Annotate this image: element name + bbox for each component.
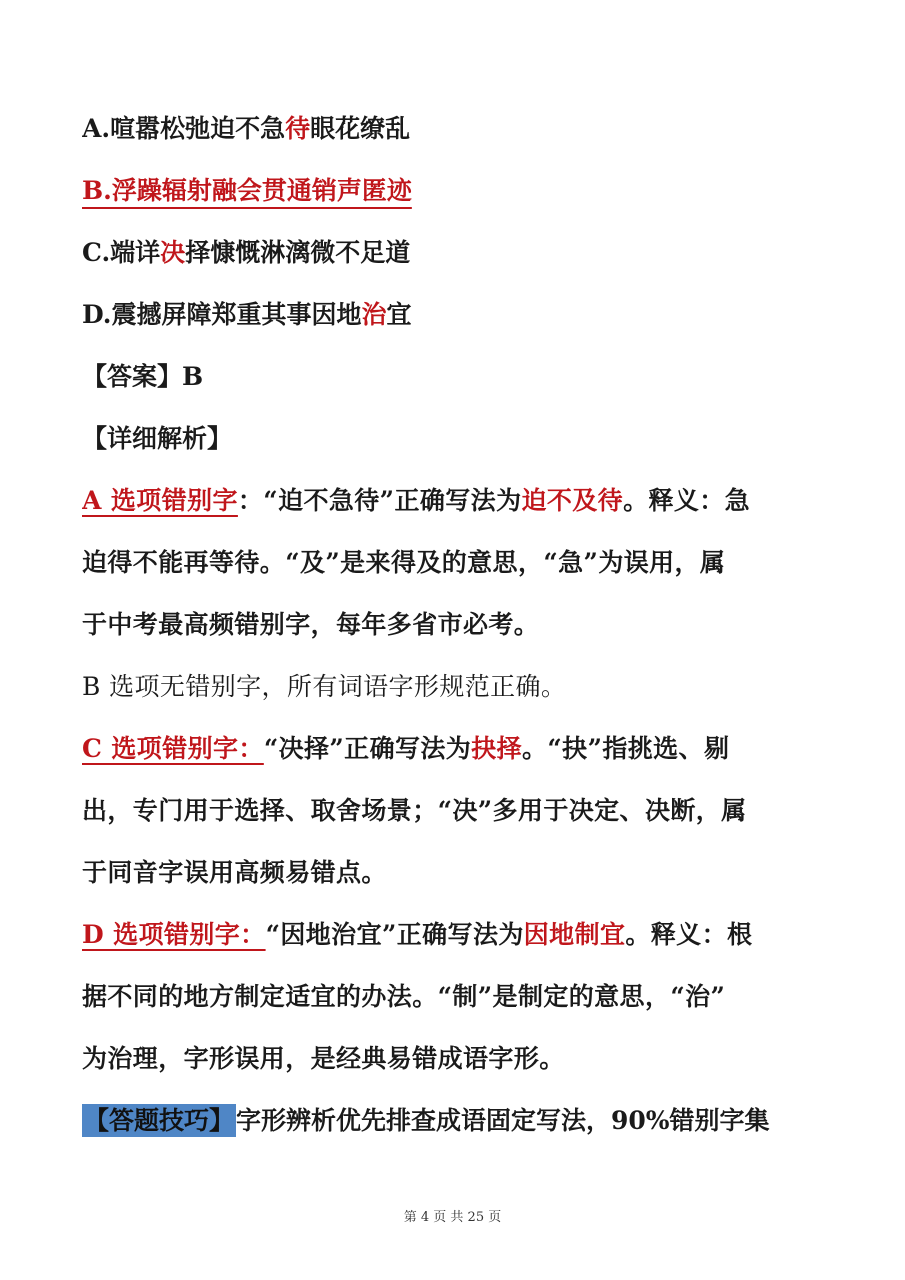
tip-line xyxy=(82,1090,827,1152)
analysis-c-correct: 抉择 xyxy=(471,734,522,763)
analysis-c: C 选项错别字：“决择”正确写法为抉择。“抉”指挑选、剔 出，专门用于选择、取舍场景；“决”多用于决定、决断，属 于同音字误用高频易错点。 xyxy=(82,734,747,887)
option-a: A.喧嚣松弛迫不急待眼花缭乱 xyxy=(82,114,411,143)
option-a-error-char: 待 xyxy=(285,114,311,143)
tip-label: 【答题技巧】 xyxy=(84,1106,235,1135)
analysis-a-label: A 选项错别字 xyxy=(82,486,238,515)
analysis-c-label: C 选项错别字： xyxy=(82,734,264,763)
document-body xyxy=(82,98,827,1152)
analysis-d: D 选项错别字：“因地治宜”正确写法为因地制宜。释义：根 据不同的地方制定适宜的办法。“制”是制定的意思，“治” 为治理，字形误用，是经典易错成语字形。 xyxy=(82,920,753,1073)
option-c-error-char: 决 xyxy=(160,238,186,267)
analysis-b: B 选项无错别字，所有词语字形规范正确。 xyxy=(82,672,567,701)
analysis-d-correct: 因地制宜 xyxy=(523,920,626,949)
option-b-correct: B.浮躁辐射融会贯通销声匿迹 xyxy=(82,176,412,205)
tip-text: 字形辨析优先排查成语固定写法，90%错别字集 xyxy=(236,1106,770,1135)
answer-line xyxy=(82,346,827,408)
page-footer: 第 4 页 共 25 页 xyxy=(403,1210,502,1225)
analysis-a: A 选项错别字：“迫不急待”正确写法为迫不及待。释义：急 迫得不能再等待。“及”是来得及的意思，“急”为误用，属 于中考最高频错别字，每年多省市必考。 xyxy=(82,486,751,639)
answer-label: 【答案】 xyxy=(82,362,183,391)
analysis-d-label: D 选项错别字： xyxy=(82,920,266,949)
option-d-error-char: 治 xyxy=(361,300,387,329)
analysis-heading: 【详细解析】 xyxy=(82,424,233,453)
option-c: C.端详决择慷慨淋漓微不足道 xyxy=(82,238,411,267)
option-d: D.震撼屏障郑重其事因地治宜 xyxy=(82,300,412,329)
analysis-a-correct: 迫不及待 xyxy=(521,486,624,515)
answer-value: B xyxy=(182,362,204,391)
option-b xyxy=(82,160,827,222)
